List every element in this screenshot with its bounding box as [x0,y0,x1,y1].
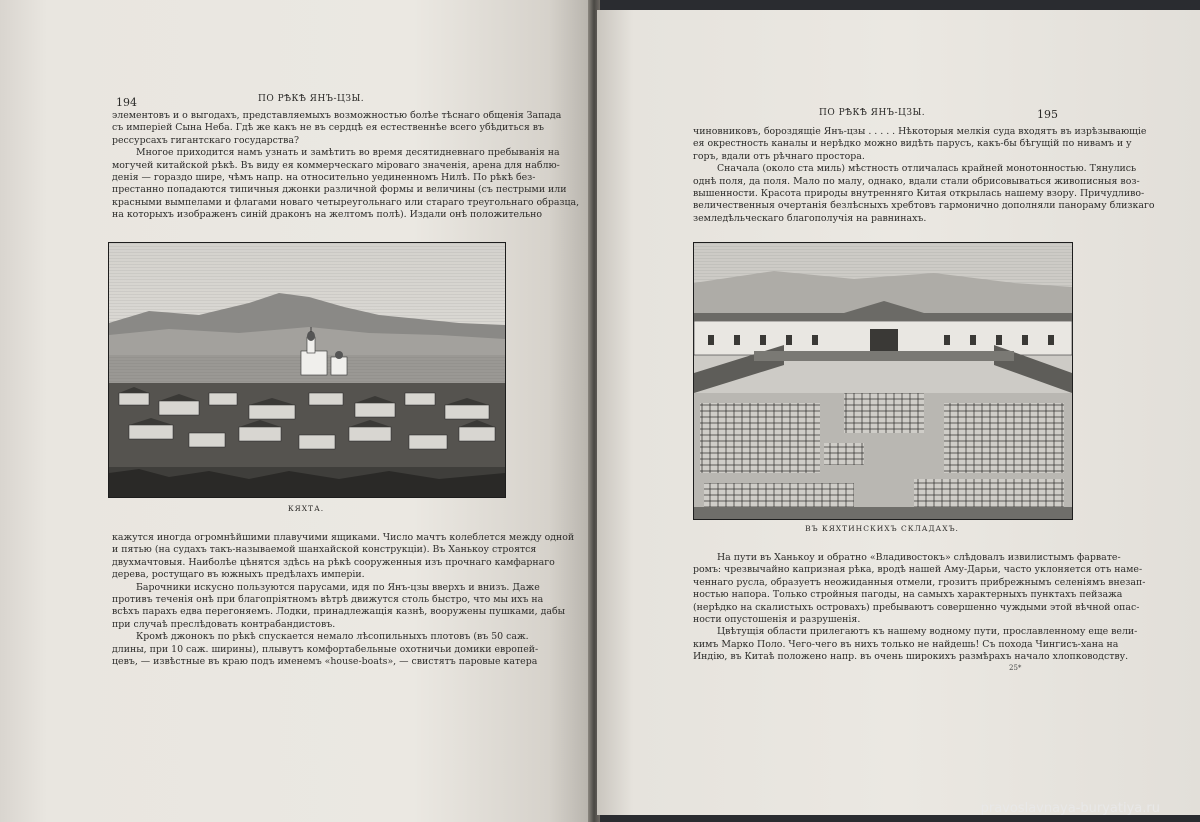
text-line: двухмачтовыя. Наиболѣе цѣнятся здѣсь на рѣкѣ сооруженныя изъ прочнаго камфарнаго [112,556,555,568]
text-line: съ имперіей Сына Неба. Гдѣ же какъ не въ сердцѣ ея естественнѣе всего убѣдиться въ [112,122,544,134]
text-block-bottom [112,532,575,668]
left-page [0,0,591,822]
illustration-caption: КЯХТА. [287,504,325,513]
text-line: рессурсахъ гигантскаго государства? [112,134,299,146]
text-block-top [693,126,1155,225]
text-line: кажутся иногда огромнѣйшими плавучими ящиками. Число мачтъ колеблется между одной [112,532,575,543]
page-number: 194 [116,96,137,109]
text-block-top [112,110,580,222]
text-line: однѣ поля, да поля. Мало по малу, однако, вдали стали обрисовываться живописныя воз- [693,175,1140,187]
text-line: престанно попадаются типичныя джонки различной формы и величины (съ пестрыми или [112,184,567,196]
text-line: элементовъ и о выгодахъ, представляемыхъ возможностью болѣе тѣснаго общенія Запада [112,110,562,121]
text-line: ея окрестность каналы и нерѣдко можно видѣть парусъ, какъ-бы бѣгущій по нивамъ и у [693,138,1132,150]
right-page [597,10,1200,815]
text-line: горъ, вдали отъ рѣчнаго простора. [693,150,865,162]
text-line: вышенности. Красота природы внутренняго Китая открылась нашему взору. Причудливо- [693,188,1145,200]
text-line: земледѣльческаго благополучія на равнинахъ. [693,212,927,224]
text-line: противъ теченія онѣ при благопріятномъ вѣтрѣ движутся столь быстро, что мы ихъ на [112,594,544,606]
text-line: ченнаго русла, образуетъ неожиданныя отмели, грозитъ прибрежнымъ селеніямъ внезап- [693,576,1146,588]
text-line: ностью напора. Только стройныя пагоды, на самыхъ характерныхъ пунктахъ пейзажа [693,589,1123,601]
text-line: Многое приходится намъ узнать и замѣтить во время десятидневнаго пребыванія на [136,147,560,159]
engraving-kyakhta-warehouses [693,242,1073,520]
text-line: дерева, ростущаго въ южныхъ предѣлахъ имперіи. [112,569,365,581]
running-head: ПО РѢКѢ ЯНЪ-ЦЗЫ. [819,108,926,118]
text-line: красными вымпелами и флагами новаго четыреугольнаго или стараго треугольнаго образца, [112,196,580,208]
text-line: денія — гораздо шире, чѣмъ напр. на относительно уединенномъ Нилѣ. По рѣкѣ без- [112,172,536,184]
text-line: ромъ: чрезвычайно капризная рѣка, вродѣ нашей Аму-Дарьи, часто уклоняется отъ наме- [693,564,1143,576]
text-line: Барочники искусно пользуются парусами, идя по Янъ-цзы вверхъ и внизъ. Даже [136,581,540,593]
text-line: Сначала (около ста миль) мѣстность отличалась крайней монотонностью. Тянулись [717,163,1137,175]
text-line: Цвѣтущія области прилегаютъ къ нашему водному пути, прославленному еще вели- [717,626,1138,638]
text-line: кимъ Марко Поло. Чего-чего въ нихъ только не найдешь! Съ похода Чингисъ-хана на [693,638,1119,650]
watermark-text: pravoslavnaya-buryatiya.ru [980,801,1160,816]
text-line: цевъ, — извѣстные въ краю подъ именемъ «house-boats», — свистятъ паровые катера [112,656,538,668]
text-line: длины, при 10 саж. ширины), плывутъ комфортабельные охотничьи домики европей- [112,643,539,655]
signature-mark: 25* [1009,664,1022,672]
text-line: ности опустошенія и разрушенія. [693,614,861,626]
text-line: (нерѣдко на скалистыхъ островахъ) пребываютъ совершенно чуждыми этой вѣчной опас- [693,601,1140,613]
page-number: 195 [1037,108,1058,121]
engraving-kyakhta [108,242,506,498]
text-line: чиновниковъ, бороздящіе Янъ-цзы . . . . . Нѣкоторыя мелкія суда входятъ въ изрѣзывающіе [693,126,1147,137]
text-line: и пятью (на судахъ такъ-называемой шанхайской конструкціи). Въ Ханькоу строятся [112,544,537,556]
text-line: величественныя очертанія безлѣсныхъ хребтовъ гармонично дополняли панораму близкаго [693,200,1155,212]
running-head: ПО РѢКѢ ЯНЪ-ЦЗЫ. [258,94,365,104]
text-line: На пути въ Ханькоу и обратно «Владивостокъ» слѣдовалъ извилистымъ фарвате- [717,552,1121,563]
text-block-bottom [693,552,1146,664]
illustration-caption: ВЪ КЯХТИНСКИХЪ СКЛАДАХЪ. [805,524,959,533]
text-line: Индію, въ Китаѣ положено напр. въ очень широкихъ размѣрахъ начало хлопководству. [693,651,1129,663]
text-line: могучей китайской рѣкѣ. Въ виду ея коммерческаго міроваго значенія, арена для наблю- [112,159,560,171]
text-line: Кромѣ джонокъ по рѣкѣ спускается немало лѣсопильныхъ плотовъ (въ 50 саж. [136,631,529,643]
text-line: при случаѣ преслѣдовать контрабандистовъ. [112,618,336,630]
text-line: на которыхъ изображенъ синій драконъ на желтомъ полѣ). Издали онѣ положительно [112,209,543,221]
text-line: всѣхъ парахъ едва перегоняемъ. Лодки, принадлежащія казнѣ, вооружены пушками, дабы [112,606,566,618]
